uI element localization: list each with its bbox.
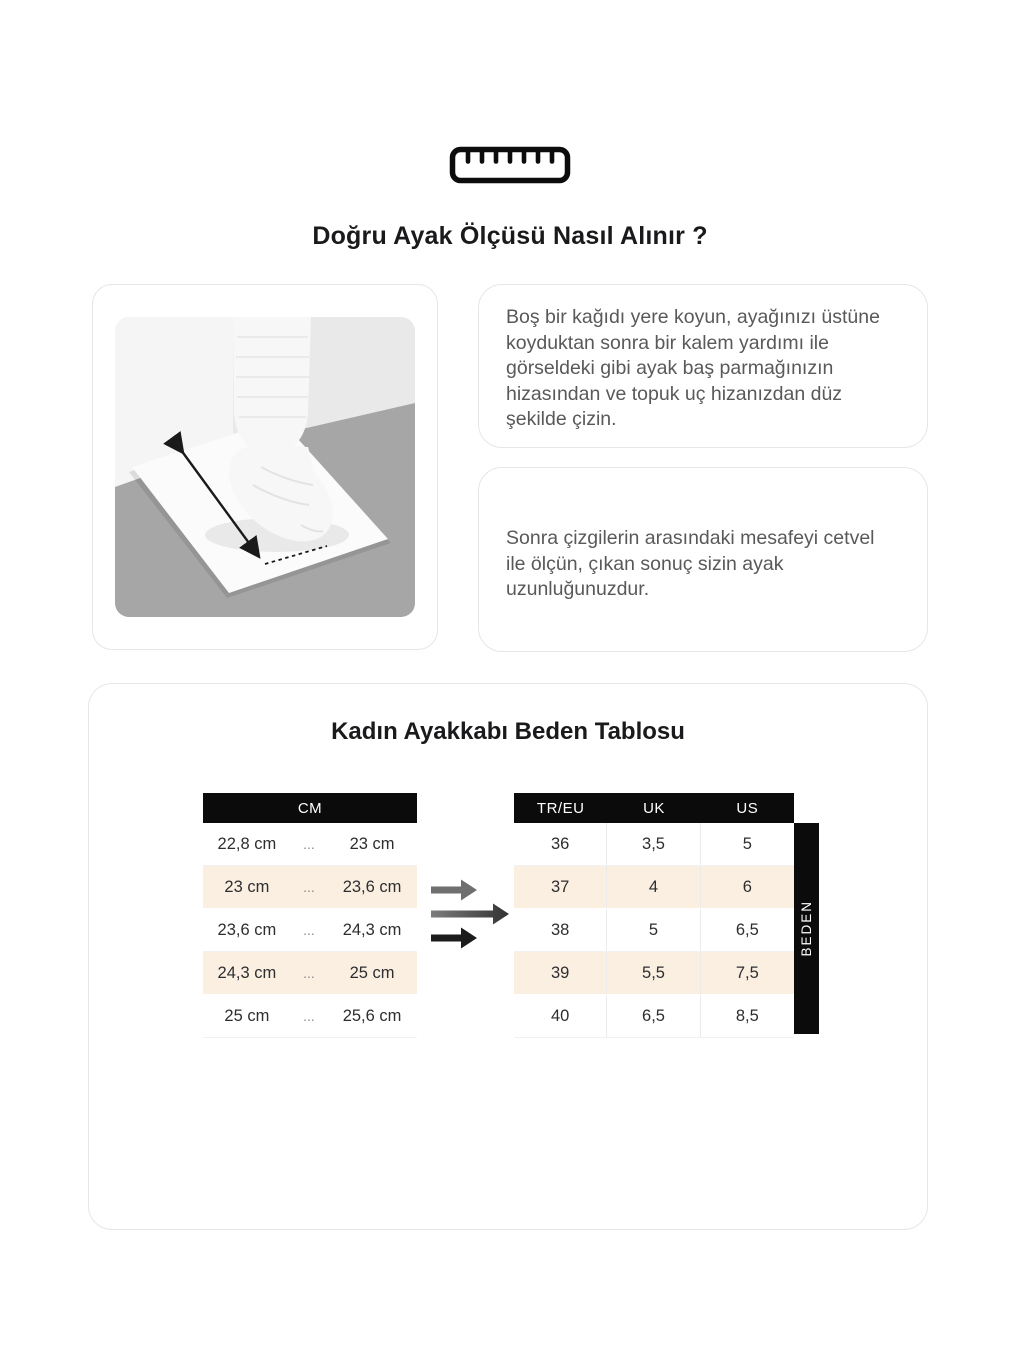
table-cell: 6,5 xyxy=(607,995,700,1037)
page-title: Doğru Ayak Ölçüsü Nasıl Alınır ? xyxy=(312,222,708,250)
table-cell: 5 xyxy=(607,909,700,951)
instruction-card-1 xyxy=(478,284,928,448)
table-cell: 6 xyxy=(742,877,752,896)
table-cell: 3,5 xyxy=(607,823,700,865)
table-cell: 25 cm xyxy=(224,1006,270,1025)
table-cell: 4 xyxy=(607,866,700,908)
conversion-table-header xyxy=(514,793,794,823)
size-conversion-table xyxy=(514,793,794,1038)
conversion-arrows-icon xyxy=(429,876,513,959)
table-cell: ... xyxy=(303,965,315,981)
table-cell: 7,5 xyxy=(735,963,759,982)
column-header-uk: UK xyxy=(643,799,665,817)
column-header-tr-eu: TR/EU xyxy=(536,799,585,817)
beden-side-label-text: BEDEN xyxy=(799,900,814,957)
table-cell: ... xyxy=(303,836,315,852)
column-header-us: US xyxy=(736,799,759,817)
measurement-photo-card xyxy=(92,284,438,650)
table-row xyxy=(514,866,794,909)
table-cell: ... xyxy=(303,1008,315,1024)
table-row xyxy=(203,995,417,1038)
table-cell: 24,3 cm xyxy=(342,920,402,939)
table-row xyxy=(203,952,417,995)
instruction-step-2-text: Sonra çizgilerin arasındaki mesafeyi cetvel ile ölçün, çıkan sonuç sizin ayak uzunluğunuzdur. xyxy=(506,527,875,601)
table-cell: 22,8 cm xyxy=(217,834,277,853)
table-cell: 23 cm xyxy=(349,834,395,853)
table-row xyxy=(203,866,417,909)
table-row xyxy=(514,909,794,952)
table-cell: 23,6 cm xyxy=(217,920,277,939)
ruler-icon xyxy=(0,146,1020,184)
table-row xyxy=(203,823,417,866)
table-row xyxy=(514,952,794,995)
foot-measurement-photo xyxy=(115,317,415,617)
table-cell: 23 cm xyxy=(224,877,270,896)
instruction-card-2 xyxy=(478,467,928,652)
table-row xyxy=(514,823,794,866)
table-cell: 37 xyxy=(514,866,607,908)
cm-table-header: CM xyxy=(203,793,417,823)
table-cell: 36 xyxy=(514,823,607,865)
table-cell: 25 cm xyxy=(349,963,395,982)
table-cell: ... xyxy=(303,922,315,938)
beden-side-label xyxy=(794,823,819,1034)
table-cell: 38 xyxy=(514,909,607,951)
table-cell: 24,3 cm xyxy=(217,963,277,982)
instruction-step-1-text: Boş bir kağıdı yere koyun, ayağınızı üstüne koyduktan sonra bir kalem yardımı ile görseldeki gibi ayak baş parmağınızın hizasından ve topuk uç hizanızdan düz şekilde çizin. xyxy=(506,306,880,430)
table-cell: 8,5 xyxy=(735,1006,759,1025)
table-cell: 5 xyxy=(742,834,752,853)
table-cell: 25,6 cm xyxy=(342,1006,402,1025)
table-cell: 6,5 xyxy=(735,920,759,939)
size-chart-title: Kadın Ayakkabı Beden Tablosu xyxy=(331,718,685,745)
table-cell: ... xyxy=(303,879,315,895)
table-cell: 5,5 xyxy=(607,952,700,994)
table-cell: 23,6 cm xyxy=(342,877,402,896)
cm-table xyxy=(203,793,417,1038)
table-row xyxy=(203,909,417,952)
table-cell: 40 xyxy=(514,995,607,1037)
table-cell: 39 xyxy=(514,952,607,994)
size-chart-card xyxy=(88,683,928,1230)
table-row xyxy=(514,995,794,1038)
